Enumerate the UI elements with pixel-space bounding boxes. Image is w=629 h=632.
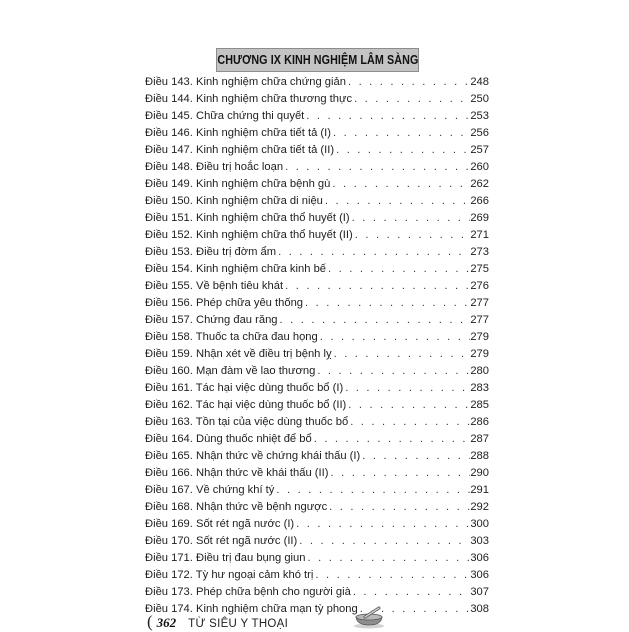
toc-entry-title: Điều 151. Kinh nghiệm chữa thổ huyết (I) <box>145 212 350 225</box>
toc-entry <box>145 210 489 227</box>
toc-entry-page: 303 <box>470 535 489 548</box>
toc-entry-page: 279 <box>470 331 489 344</box>
toc-entry <box>145 142 489 159</box>
toc-entry-page: 273 <box>470 246 489 259</box>
toc-entry-page: 280 <box>470 365 489 378</box>
toc-dot-leader <box>348 414 470 431</box>
toc-entry-page: 308 <box>470 603 489 616</box>
toc-entry-title: Điều 163. Tồn tại của việc dùng thuốc bổ <box>145 416 349 429</box>
table-of-contents <box>145 74 489 619</box>
toc-dot-leader <box>360 448 470 465</box>
toc-entry-page: 300 <box>470 518 489 531</box>
toc-entry <box>145 363 489 380</box>
chapter-heading-box <box>216 48 419 72</box>
toc-entry-title: Điều 162. Tác hại việc dùng thuốc bổ (II) <box>145 399 347 412</box>
toc-entry-page: 283 <box>470 382 489 395</box>
toc-entry <box>145 397 489 414</box>
toc-dot-leader <box>313 567 470 584</box>
toc-entry-title: Điều 168. Nhận thức về bệnh ngược <box>145 501 328 514</box>
toc-entry-title: Điều 149. Kinh nghiệm chữa bệnh gù <box>145 178 331 191</box>
toc-entry-title: Điều 158. Thuốc ta chữa đau họng <box>145 331 318 344</box>
toc-entry-page: 250 <box>470 93 489 106</box>
chapter-title: CHƯƠNG IX KINH NGHIỆM LÂM SÀNG <box>216 53 419 67</box>
toc-entry <box>145 448 489 465</box>
toc-dot-leader <box>318 329 471 346</box>
toc-entry <box>145 278 489 295</box>
toc-dot-leader <box>352 91 470 108</box>
toc-entry-title: Điều 167. Về chứng khí tý <box>145 484 275 497</box>
toc-dot-leader <box>276 244 470 261</box>
toc-entry <box>145 74 489 91</box>
toc-entry-page: 277 <box>470 297 489 310</box>
toc-entry <box>145 108 489 125</box>
toc-dot-leader <box>346 397 470 414</box>
toc-entry-title: Điều 172. Tỳ hư ngoại cảm khó trị <box>145 569 314 582</box>
toc-entry-title: Điều 144. Kinh nghiệm chữa thương thực <box>145 93 353 106</box>
toc-entry-page: 286 <box>470 416 489 429</box>
toc-dot-leader <box>331 125 470 142</box>
toc-dot-leader <box>305 550 470 567</box>
toc-entry-title: Điều 161. Tác hại việc dùng thuốc bổ (I) <box>145 382 344 395</box>
toc-dot-leader <box>274 482 470 499</box>
toc-dot-leader <box>315 363 470 380</box>
toc-entry-title: Điều 159. Nhận xét về điều trị bệnh lỵ <box>145 348 332 361</box>
toc-entry-title: Điều 146. Kinh nghiệm chữa tiết tả (I) <box>145 127 331 140</box>
toc-entry-page: 291 <box>470 484 489 497</box>
toc-entry-title: Điều 171. Điều trị đau bụng giun <box>145 552 306 565</box>
toc-dot-leader <box>278 312 471 329</box>
toc-entry-page: 288 <box>470 450 489 463</box>
toc-entry <box>145 567 489 584</box>
toc-dot-leader <box>303 295 470 312</box>
toc-entry <box>145 91 489 108</box>
footer-book-title: TỪ SIÊU Y THOẠI <box>188 618 289 630</box>
toc-dot-leader <box>294 516 470 533</box>
toc-entry-page: 277 <box>470 314 489 327</box>
toc-entry-page: 276 <box>470 280 489 293</box>
toc-entry-page: 287 <box>470 433 489 446</box>
toc-entry <box>145 329 489 346</box>
toc-dot-leader <box>332 346 471 363</box>
toc-dot-leader <box>351 584 471 601</box>
toc-dot-leader <box>304 108 470 125</box>
toc-entry-page: 279 <box>470 348 489 361</box>
toc-entry <box>145 159 489 176</box>
toc-entry <box>145 125 489 142</box>
toc-entry-title: Điều 156. Phép chữa yêu thống <box>145 297 304 310</box>
toc-entry <box>145 227 489 244</box>
toc-dot-leader <box>326 261 470 278</box>
toc-entry <box>145 380 489 397</box>
toc-dot-leader <box>328 465 470 482</box>
toc-entry-title: Điều 153. Điều trị đờm ẩm <box>145 246 277 259</box>
toc-dot-leader <box>312 431 471 448</box>
toc-entry-page: 266 <box>470 195 489 208</box>
toc-entry <box>145 516 489 533</box>
toc-entry-page: 285 <box>470 399 489 412</box>
toc-entry-page: 269 <box>470 212 489 225</box>
toc-entry <box>145 499 489 516</box>
toc-entry <box>145 193 489 210</box>
toc-entry <box>145 414 489 431</box>
toc-entry <box>145 261 489 278</box>
toc-dot-leader <box>334 142 470 159</box>
toc-dot-leader <box>323 193 470 210</box>
toc-dot-leader <box>350 210 471 227</box>
toc-entry-title: Điều 148. Điều trị hoắc loạn <box>145 161 284 174</box>
toc-entry-page: 292 <box>470 501 489 514</box>
toc-entry-page: 256 <box>470 127 489 140</box>
toc-entry <box>145 584 489 601</box>
toc-entry-title: Điều 155. Về bệnh tiêu khát <box>145 280 284 293</box>
toc-dot-leader <box>283 278 470 295</box>
toc-entry <box>145 465 489 482</box>
toc-entry-title: Điều 152. Kinh nghiệm chữa thổ huyết (II) <box>145 229 353 242</box>
toc-entry-title: Điều 164. Dùng thuốc nhiệt để bổ <box>145 433 312 446</box>
toc-entry-title: Điều 174. Kinh nghiệm chữa mạn tỳ phong <box>145 603 358 616</box>
toc-dot-leader <box>353 227 471 244</box>
toc-entry-title: Điều 166. Nhận thức về khái thấu (II) <box>145 467 329 480</box>
toc-entry-title: Điều 145. Chữa chứng thi quyết <box>145 110 305 123</box>
toc-dot-leader <box>330 176 470 193</box>
toc-entry-page: 253 <box>470 110 489 123</box>
toc-dot-leader <box>346 74 470 91</box>
toc-dot-leader <box>283 159 470 176</box>
toc-entry-title: Điều 169. Sốt rét ngã nước (I) <box>145 518 295 531</box>
toc-entry-title: Điều 157. Chứng đau răng <box>145 314 278 327</box>
toc-entry <box>145 550 489 567</box>
toc-entry-title: Điều 143. Kinh nghiệm chữa chứng giản <box>145 76 346 88</box>
toc-entry-page: 290 <box>470 467 489 480</box>
toc-dot-leader <box>343 380 470 397</box>
toc-entry-title: Điều 160. Mạn đàm về lao thương <box>145 365 316 378</box>
toc-entry-page: 307 <box>470 586 489 599</box>
toc-entry-page: 248 <box>470 76 489 88</box>
toc-entry-title: Điều 165. Nhận thức về chứng khái thấu (I) <box>145 450 361 463</box>
mortar-pestle-icon <box>352 606 386 629</box>
toc-entry <box>145 431 489 448</box>
toc-entry-page: 271 <box>470 229 489 242</box>
footer-page-number: 362 <box>156 615 177 630</box>
toc-entry-title: Điều 147. Kinh nghiệm chữa tiết tả (II) <box>145 144 335 157</box>
toc-entry <box>145 176 489 193</box>
toc-entry <box>145 295 489 312</box>
toc-entry-page: 306 <box>470 569 489 582</box>
toc-entry <box>145 533 489 550</box>
toc-entry-page: 257 <box>470 144 489 157</box>
toc-entry-page: 260 <box>470 161 489 174</box>
toc-entry <box>145 482 489 499</box>
toc-entry-page: 275 <box>470 263 489 276</box>
toc-entry-title: Điều 150. Kinh nghiệm chữa di niệu <box>145 195 323 208</box>
toc-entry-page: 262 <box>470 178 489 191</box>
toc-entry-page: 306 <box>470 552 489 565</box>
page-footer <box>147 612 288 630</box>
toc-entry <box>145 346 489 363</box>
toc-dot-leader <box>327 499 470 516</box>
toc-dot-leader <box>297 533 470 550</box>
footer-paren: ( <box>147 612 153 631</box>
toc-entry-title: Điều 173. Phép chữa bệnh cho người già <box>145 586 351 599</box>
toc-entry <box>145 312 489 329</box>
toc-entry-title: Điều 170. Sốt rét ngã nước (II) <box>145 535 298 548</box>
toc-entry-title: Điều 154. Kinh nghiệm chữa kinh bế <box>145 263 327 276</box>
toc-entry <box>145 244 489 261</box>
